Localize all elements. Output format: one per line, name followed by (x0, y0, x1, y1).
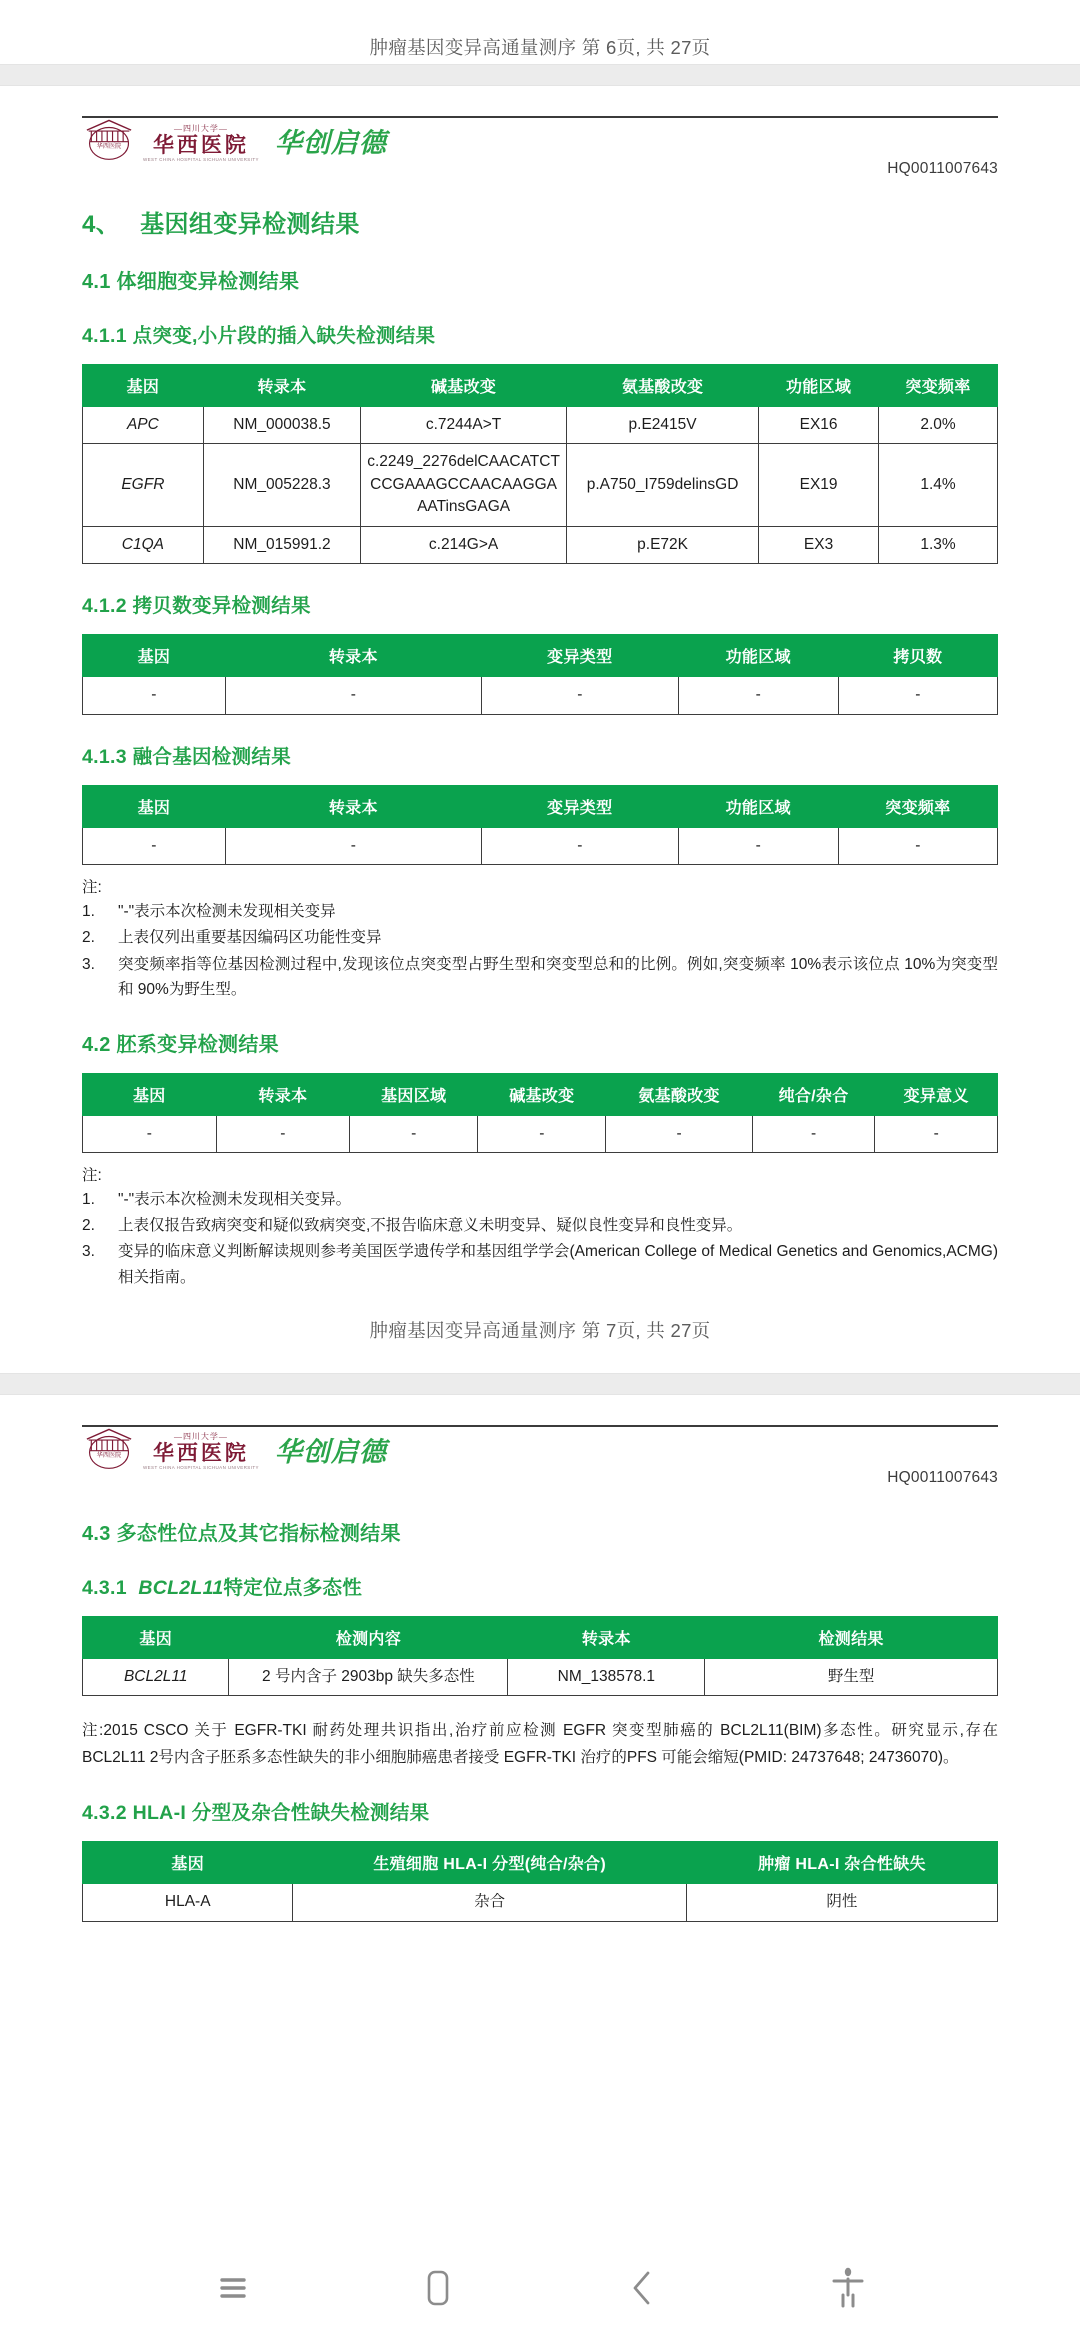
note-item (82, 1239, 998, 1289)
running-header-page6: 肿瘤基因变异高通量测序 第 6页, 共 27页 (369, 37, 711, 58)
cell-gene: BCL2L11 (83, 1658, 229, 1695)
col-gene: 基因 (83, 365, 204, 407)
section-4-heading (82, 204, 998, 239)
cell-base-change: - (478, 1115, 606, 1152)
cell-base-change: c.214G>A (361, 526, 567, 563)
cell-base-change: c.7244A>T (361, 407, 567, 444)
notes-block-somatic (82, 875, 998, 1001)
notes-list (82, 1187, 998, 1289)
cell-region: EX3 (759, 526, 879, 563)
page-separator-top (0, 64, 1080, 86)
cell-gene: - (83, 677, 226, 714)
hospital-logo (82, 116, 387, 162)
col-transcript: 转录本 (225, 635, 481, 677)
section-4-1-3-heading: 4.1.3 融合基因检测结果 (82, 745, 291, 768)
table-germline (82, 1073, 998, 1153)
note-item (82, 925, 998, 950)
note-item (82, 899, 998, 924)
cell-region: - (678, 677, 838, 714)
cell-gene-region: - (350, 1115, 478, 1152)
col-base-change: 碱基改变 (361, 365, 567, 407)
col-variant-type: 变异类型 (481, 785, 678, 827)
logo-company-name: 华创启德 (274, 1436, 387, 1467)
col-transcript: 转录本 (216, 1073, 350, 1115)
note-text: "-"表示本次检测未发现相关变异 (118, 903, 336, 921)
cell-vaf: 2.0% (879, 407, 998, 444)
accessibility-icon (828, 2265, 868, 2311)
section-4-3-1-gene: BCL2L11 (138, 1576, 224, 1599)
col-variant-type: 变异类型 (481, 635, 678, 677)
note-item (82, 1187, 998, 1212)
cell-transcript: NM_015991.2 (203, 526, 360, 563)
svg-text:华西医院: 华西医院 (96, 142, 122, 150)
west-china-hospital-emblem-icon (82, 1425, 136, 1471)
table-row (83, 1115, 998, 1152)
section-4-3-1-heading (82, 1572, 998, 1600)
col-significance: 变异意义 (875, 1073, 998, 1115)
west-china-hospital-emblem-icon (82, 116, 136, 162)
section-4-1-1-heading: 4.1.1 点突变,小片段的插入缺失检测结果 (82, 325, 436, 347)
cell-transcript: - (225, 827, 481, 864)
col-test-content: 检测内容 (229, 1616, 508, 1658)
running-footer-page7: 肿瘤基因变异高通量测序 第 7页, 共 27页 (369, 1319, 711, 1341)
table-header-row (83, 1073, 998, 1115)
note-index: 3. (82, 955, 95, 973)
cell-transcript: NM_000038.5 (203, 407, 360, 444)
section-4-1-2-heading: 4.1.2 拷贝数变异检测结果 (82, 595, 311, 618)
cell-result: 野生型 (705, 1658, 998, 1695)
cell-zygosity: - (752, 1115, 875, 1152)
col-gene: 基因 (83, 1073, 217, 1115)
section-4-3-2-heading: 4.3.2 HLA-I 分型及杂合性缺失检测结果 (82, 1802, 430, 1825)
section-4-1-heading: 4.1 体细胞变异检测结果 (82, 271, 300, 293)
col-zygosity: 纯合/杂合 (752, 1073, 875, 1115)
table-row (83, 526, 998, 563)
logo-university-line: —四川大学— (173, 1432, 228, 1442)
table-header-row (83, 365, 998, 407)
section-4-number: 4、 (82, 211, 121, 238)
table-header-row (83, 635, 998, 677)
col-copy-number: 拷贝数 (838, 635, 997, 677)
cell-region: EX16 (759, 407, 879, 444)
cell-test-content: 2 号内含子 2903bp 缺失多态性 (229, 1658, 508, 1695)
cell-region: EX19 (759, 444, 879, 526)
cell-aa-change: p.E2415V (567, 407, 759, 444)
col-gene: 基因 (83, 1616, 229, 1658)
logo-hospital-name-en: WEST CHINA HOSPITAL SICHUAN UNIVERSITY (143, 156, 259, 162)
logo-hospital-name: 华西医院 (152, 132, 249, 157)
section-4-3-1-number: 4.3.1 (82, 1576, 127, 1599)
document-id: HQ0011007643 (887, 160, 998, 177)
table-hla-typing (82, 1841, 998, 1921)
note-text: 上表仅报告致病突变和疑似致病突变,不报告临床意义未明变异、疑似良性变异和良性变异。 (118, 1217, 743, 1235)
document-page-7 (0, 1425, 1080, 2026)
table-bcl2l11-polymorphism (82, 1616, 998, 1696)
cell-gene: - (83, 1115, 217, 1152)
note-text: 突变频率指等位基因检测过程中,发现该位点突变型占野生型和突变型总和的比例。例如,突变频率 10%表示该位点 10%为突变型和 90%为野生型。 (118, 955, 998, 998)
cell-significance: - (875, 1115, 998, 1152)
home-icon (418, 2266, 458, 2310)
col-region: 功能区域 (678, 785, 838, 827)
note-text: 变异的临床意义判断解读规则参考美国医学遗传学和基因组学学会(American College of Medical Genetics and Genomics,ACMG)相关指南。 (118, 1243, 998, 1286)
cell-aa-change: p.E72K (567, 526, 759, 563)
table-somatic-snv-indel (82, 364, 998, 564)
col-gene-region: 基因区域 (350, 1073, 478, 1115)
col-aa-change: 氨基酸改变 (606, 1073, 752, 1115)
cell-transcript: - (225, 677, 481, 714)
cell-tumor-hla-loh: 阴性 (686, 1884, 997, 1921)
col-transcript: 转录本 (203, 365, 360, 407)
table-row (83, 1658, 998, 1695)
cell-copy-number: - (838, 677, 997, 714)
cell-transcript: NM_005228.3 (203, 444, 360, 526)
logo-university-line: —四川大学— (173, 123, 228, 133)
col-tumor-hla-loh: 肿瘤 HLA-I 杂合性缺失 (686, 1842, 997, 1884)
nav-home-button[interactable] (396, 2246, 480, 2330)
cell-transcript: - (216, 1115, 350, 1152)
notes-label: 注: (82, 1167, 102, 1185)
menu-icon (213, 2268, 253, 2308)
col-region: 功能区域 (759, 365, 879, 407)
cell-germline-hla-type: 杂合 (293, 1884, 686, 1921)
col-transcript: 转录本 (225, 785, 481, 827)
table-row (83, 407, 998, 444)
col-gene: 基因 (83, 1842, 293, 1884)
cell-gene: APC (83, 407, 204, 444)
masthead (82, 116, 998, 182)
cell-aa-change: - (606, 1115, 752, 1152)
cell-variant-type: - (481, 677, 678, 714)
note-index: 2. (82, 1217, 95, 1235)
table-row (83, 1884, 998, 1921)
section-4-2-heading: 4.2 胚系变异检测结果 (82, 1033, 279, 1056)
col-vaf: 突变频率 (879, 365, 998, 407)
cell-variant-type: - (481, 827, 678, 864)
table-row (83, 444, 998, 526)
nav-recents-button[interactable] (191, 2246, 275, 2330)
section-4-title: 基因组变异检测结果 (140, 211, 360, 238)
page-separator-middle (0, 1373, 1080, 1395)
cell-gene: C1QA (83, 526, 204, 563)
col-gene: 基因 (83, 635, 226, 677)
notes-label: 注: (82, 879, 102, 897)
note-index: 1. (82, 1191, 95, 1209)
back-icon (623, 2266, 663, 2310)
hospital-logo (82, 1425, 387, 1471)
cell-vaf: 1.4% (879, 444, 998, 526)
section-4-3-heading: 4.3 多态性位点及其它指标检测结果 (82, 1522, 401, 1545)
table-header-row (83, 1616, 998, 1658)
note-index: 2. (82, 929, 95, 947)
nav-back-button[interactable] (601, 2246, 685, 2330)
table-header-row (83, 1842, 998, 1884)
table-cnv (82, 634, 998, 714)
col-gene: 基因 (83, 785, 226, 827)
col-transcript: 转录本 (508, 1616, 705, 1658)
cell-vaf: 1.3% (879, 526, 998, 563)
col-germline-hla-type: 生殖细胞 HLA-I 分型(纯合/杂合) (293, 1842, 686, 1884)
nav-accessibility-button[interactable] (806, 2246, 890, 2330)
masthead (82, 1425, 998, 1491)
cell-vaf: - (838, 827, 997, 864)
col-result: 检测结果 (705, 1616, 998, 1658)
cell-base-change: c.2249_2276delCAACATCTCCGAAAGCCAACAAGGAAATinsGAGA (361, 444, 567, 526)
col-vaf: 突变频率 (838, 785, 997, 827)
note-bcl2l11: 注:2015 CSCO 关于 EGFR-TKI 耐药处理共识指出,治疗前应检测 EGFR 突变型肺癌的 BCL2L11(BIM)多态性。研究显示,存在 BCL2L11 2号内含子胚系多态性缺失的非小细胞肺癌患者接受 EGFR-TKI 治疗的PFS 可能会缩短(PMID: 24737648; 24736070)。 (82, 1722, 998, 1766)
notes-block-germline (82, 1163, 998, 1289)
logo-hospital-name: 华西医院 (152, 1441, 249, 1466)
table-row (83, 677, 998, 714)
note-item (82, 1213, 998, 1238)
cell-gene: HLA-A (83, 1884, 293, 1921)
android-navigation-bar (0, 2236, 1080, 2340)
note-index: 3. (82, 1243, 95, 1261)
logo-company-name: 华创启德 (274, 128, 387, 158)
note-text: 上表仅列出重要基因编码区功能性变异 (118, 929, 382, 947)
cell-aa-change: p.A750_I759delinsGD (567, 444, 759, 526)
logo-hospital-name-en: WEST CHINA HOSPITAL SICHUAN UNIVERSITY (143, 1465, 259, 1471)
col-region: 功能区域 (678, 635, 838, 677)
note-text: "-"表示本次检测未发现相关变异。 (118, 1191, 352, 1209)
document-id: HQ0011007643 (887, 1468, 998, 1486)
cell-gene: EGFR (83, 444, 204, 526)
col-aa-change: 氨基酸改变 (567, 365, 759, 407)
document-page-6 (0, 116, 1080, 1373)
notes-list (82, 899, 998, 1001)
note-index: 1. (82, 903, 95, 921)
cell-gene: - (83, 827, 226, 864)
table-header-row (83, 785, 998, 827)
cell-region: - (678, 827, 838, 864)
table-row (83, 827, 998, 864)
svg-text:华西医院: 华西医院 (96, 1451, 122, 1459)
table-fusion (82, 785, 998, 865)
note-item (82, 952, 998, 1002)
section-4-3-1-rest: 特定位点多态性 (223, 1576, 363, 1599)
cell-transcript: NM_138578.1 (508, 1658, 705, 1695)
col-base-change: 碱基改变 (478, 1073, 606, 1115)
